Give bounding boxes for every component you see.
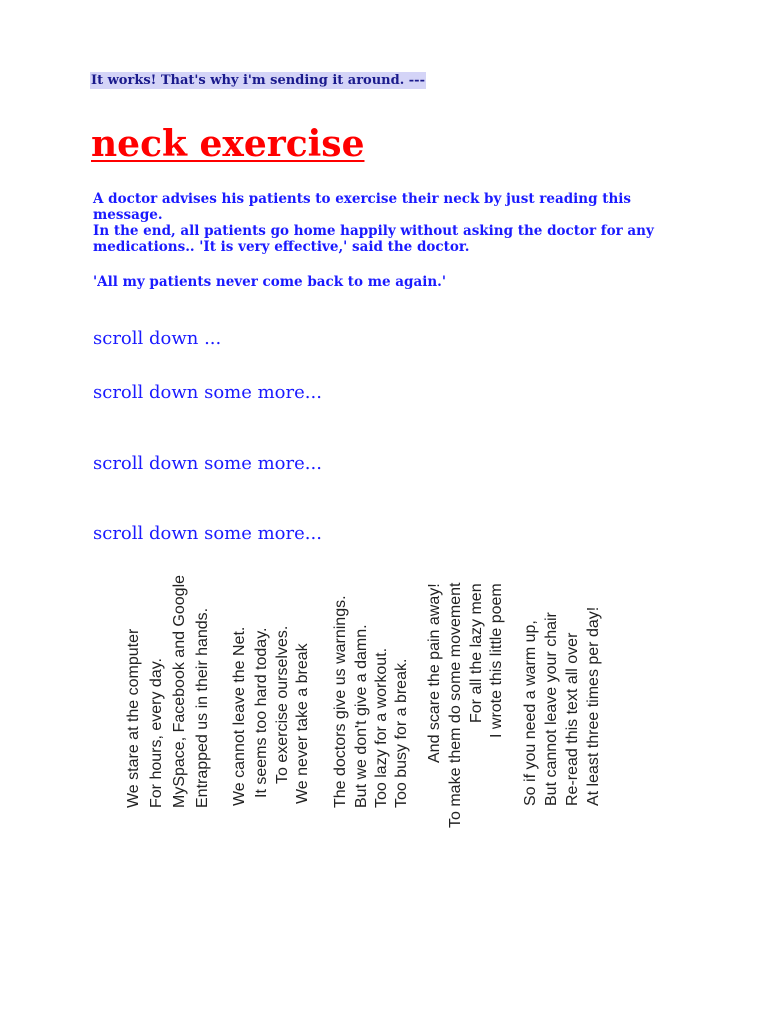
poem-line: But cannot leave your chair	[543, 612, 560, 806]
poem-line: Entrapped us in their hands.	[194, 607, 211, 808]
poem-line: So if you need a warm up,	[522, 620, 539, 806]
poem-line: To make them do some movement	[447, 583, 464, 829]
poem-line: But we don't give a damn.	[353, 624, 370, 808]
scroll-hint: scroll down some more...	[93, 382, 322, 403]
poem-line: To exercise ourselves.	[274, 625, 291, 784]
scroll-hint: scroll down some more...	[93, 453, 322, 474]
paragraph-doctor-advice: A doctor advises his patients to exercise their neck by just reading this message.	[93, 191, 632, 223]
poem-line: We stare at the computer	[125, 628, 142, 808]
page-title: neck exercise	[91, 123, 365, 165]
poem-line: For all the lazy men	[468, 583, 485, 723]
poem-line: MySpace, Facebook and Google	[171, 574, 188, 808]
paragraph-never-come-back: 'All my patients never come back to me again.'	[93, 274, 447, 290]
poem-line: I wrote this little poem	[488, 583, 505, 738]
intro-line: It works! That's why i'm sending it around. ---	[91, 73, 425, 88]
poem-line: And scare the pain away!	[426, 583, 443, 763]
poem-line: At least three times per day!	[585, 606, 602, 806]
paragraph-patients-happy: In the end, all patients go home happily without asking the doctor for any medications.. 'It is very effective,' said the doctor.	[93, 223, 654, 255]
poem-line: For hours, every day.	[148, 658, 165, 808]
poem-line: We never take a break	[294, 643, 311, 804]
poem-line: Too lazy for a workout.	[373, 647, 390, 808]
scroll-hint: scroll down ...	[93, 328, 222, 349]
scroll-hint: scroll down some more...	[93, 523, 322, 544]
poem-line: The doctors give us warnings.	[332, 595, 349, 808]
poem-line: We cannot leave the Net.	[231, 626, 248, 806]
poem-line: Too busy for a break.	[393, 658, 410, 808]
poem-line: It seems too hard today.	[253, 627, 270, 798]
poem-line: Re-read this text all over	[564, 632, 581, 806]
